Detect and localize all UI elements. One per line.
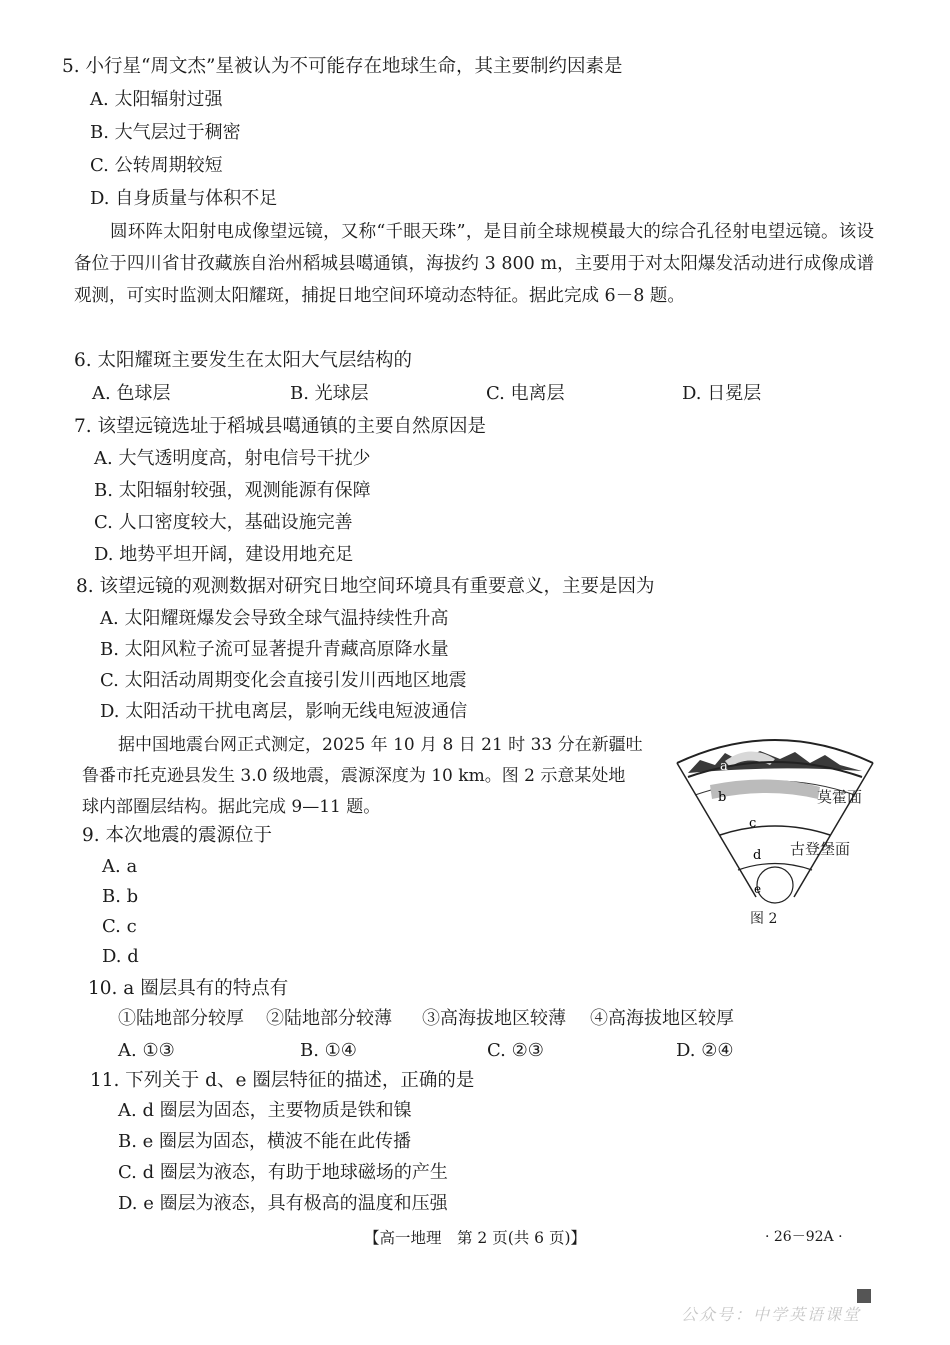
q9-option-a: A. a — [102, 856, 138, 877]
q11-stem: 11. 下列关于 d、e 圈层特征的描述，正确的是 — [90, 1070, 475, 1091]
layer-label-b: b — [718, 790, 727, 805]
q5-stem: 5. 小行星“周文杰”星被认为不可能存在地球生命，其主要制约因素是 — [62, 56, 623, 77]
passage-telescope: 圆环阵太阳射电成像望远镜，又称“千眼天珠”，是目前全球规模最大的综合孔径射电望远镜。该设备位于四川省甘孜藏族自治州稻城县噶通镇，海拔约 3 800 m，主要用于对太阳爆发活动进行成像成谱观测，可实时监测太阳耀斑，捕捉日地空间环境动态特征。据此完成 6－8 题。 — [74, 222, 874, 306]
label-moho: 莫霍面 — [817, 788, 863, 806]
q6-option-a: A. 色球层 — [92, 383, 171, 404]
q7-option-a: A. 大气透明度高，射电信号干扰少 — [94, 448, 371, 469]
figure-caption: 图 2 — [750, 911, 778, 927]
q5-option-b: B. 大气层过于稠密 — [90, 122, 241, 143]
exam-code: · 26－92A · — [765, 1229, 843, 1245]
q9-option-b: B. b — [102, 886, 139, 907]
label-gutenberg: 古登堡面 — [790, 840, 851, 858]
layer-label-e: e — [754, 882, 762, 896]
q7-option-d: D. 地势平坦开阔，建设用地充足 — [94, 544, 354, 565]
passage-earthquake-line-3: 球内部圈层结构。据此完成 9—11 题。 — [82, 797, 381, 817]
q6-option-c: C. 电离层 — [486, 383, 565, 404]
q7-option-c: C. 人口密度较大，基础设施完善 — [94, 512, 353, 533]
q8-stem: 8. 该望远镜的观测数据对研究日地空间环境具有重要意义，主要是因为 — [76, 576, 655, 597]
earth-layers-figure — [670, 725, 880, 935]
q10-statement-4: ④高海拔地区较厚 — [590, 1008, 734, 1029]
q11-option-c: C. d 圈层为液态，有助于地球磁场的产生 — [118, 1162, 448, 1183]
q5-option-c: C. 公转周期较短 — [90, 155, 223, 176]
watermark: 公众号：中学英语课堂 — [681, 1305, 862, 1324]
q10-statement-2: ②陆地部分较薄 — [266, 1008, 392, 1029]
q6-stem: 6. 太阳耀斑主要发生在太阳大气层结构的 — [74, 350, 413, 371]
q5-option-d: D. 自身质量与体积不足 — [90, 188, 278, 209]
layer-label-c: c — [749, 816, 757, 831]
q11-option-d: D. e 圈层为液态，具有极高的温度和压强 — [118, 1193, 448, 1214]
q10-option-d: D. ②④ — [676, 1040, 734, 1061]
q11-option-b: B. e 圈层为固态，横波不能在此传播 — [118, 1131, 412, 1152]
page-footer: 【高一地理 第 2 页(共 6 页)】 — [363, 1229, 587, 1247]
q9-option-c: C. c — [102, 916, 137, 937]
qr-code-icon — [857, 1289, 871, 1303]
q10-statement-3: ③高海拔地区较薄 — [422, 1008, 566, 1029]
inner-core-circle — [757, 867, 793, 903]
q11-option-a: A. d 圈层为固态，主要物质是铁和镍 — [118, 1100, 412, 1121]
q9-option-d: D. d — [102, 946, 139, 967]
q8-option-c: C. 太阳活动周期变化会直接引发川西地区地震 — [100, 670, 467, 691]
layer-label-a: a — [720, 759, 728, 774]
q8-option-d: D. 太阳活动干扰电离层，影响无线电短波通信 — [100, 701, 468, 722]
q6-option-b: B. 光球层 — [290, 383, 369, 404]
q10-option-b: B. ①④ — [300, 1040, 357, 1061]
layer-label-d: d — [753, 848, 762, 863]
q9-stem: 9. 本次地震的震源位于 — [82, 825, 273, 846]
q8-option-a: A. 太阳耀斑爆发会导致全球气温持续性升高 — [100, 608, 449, 629]
q7-option-b: B. 太阳辐射较强，观测能源有保障 — [94, 480, 371, 501]
passage-earthquake-line-1: 据中国地震台网正式测定，2025 年 10 月 8 日 21 时 33 分在新疆吐 — [118, 735, 643, 755]
passage-earthquake-line-2: 鲁番市托克逊县发生 3.0 级地震，震源深度为 10 km。图 2 示意某处地 — [82, 766, 626, 786]
q8-option-b: B. 太阳风粒子流可显著提升青藏高原降水量 — [100, 639, 449, 660]
gutenberg-arc — [720, 826, 830, 835]
q10-statement-1: ①陆地部分较厚 — [118, 1008, 244, 1029]
q10-stem: 10. a 圈层具有的特点有 — [88, 978, 289, 999]
q7-stem: 7. 该望远镜选址于稻城县噶通镇的主要自然原因是 — [74, 416, 487, 437]
q6-option-d: D. 日冕层 — [682, 383, 762, 404]
q10-option-c: C. ②③ — [487, 1040, 544, 1061]
q10-option-a: A. ①③ — [118, 1040, 175, 1061]
q5-option-a: A. 太阳辐射过强 — [90, 89, 223, 110]
